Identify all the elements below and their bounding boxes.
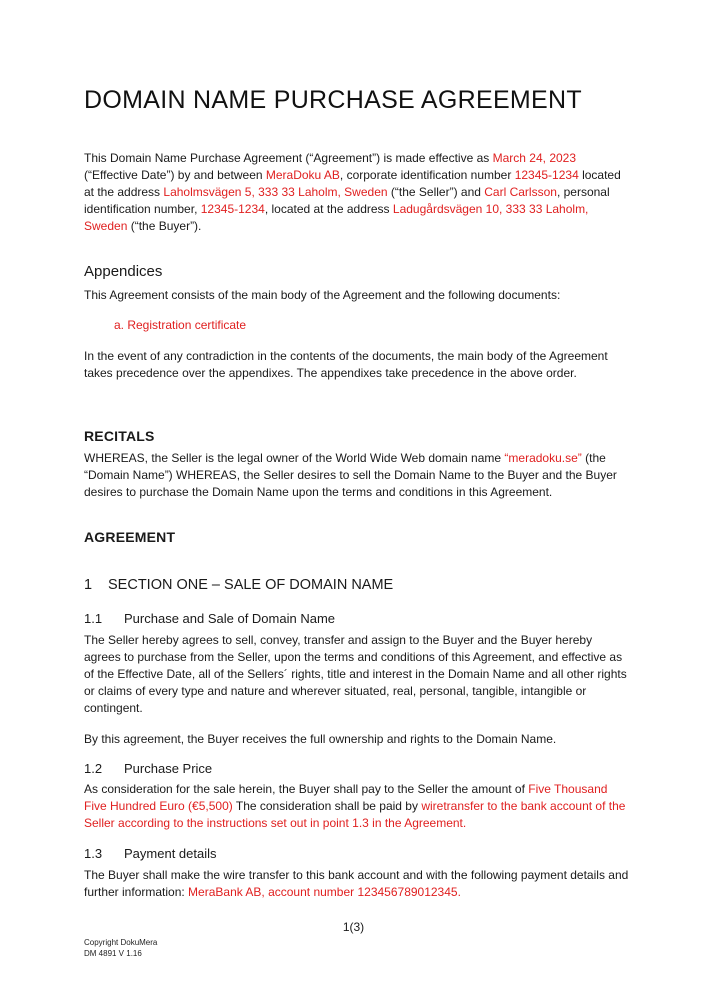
intro-paragraph	[84, 150, 629, 235]
subsection-1-3-heading	[84, 846, 217, 861]
recitals-heading: RECITALS	[84, 428, 155, 444]
price-text: As consideration for the sale herein, the Buyer shall pay to the Seller the amount of	[84, 782, 529, 796]
subsection-title: Payment details	[124, 846, 217, 861]
ownership-paragraph: By this agreement, the Buyer receives the full ownership and rights to the Domain Name.	[84, 732, 557, 746]
intro-text: , personal identification number,	[84, 185, 610, 216]
purchase-sale-paragraph: The Seller hereby agrees to sell, convey, transfer and assign to the Buyer and the Buyer hereby agrees to purchase from the Seller, upon the terms and conditions of this Agreement, and effective as of the Effective Date, all of the Sellers´ rights, title and interest in the Domain Name and all other rights or claims of every type and nature and wherever situated, real, personal, tangible, intangible or contingent.	[84, 633, 627, 715]
subsection-1-2-heading	[84, 761, 212, 776]
seller-id: 12345-1234	[514, 168, 579, 182]
payment-method: wiretransfer to the bank account of the Seller according to the instructions set out in point 1.3 in the Agreement.	[84, 799, 626, 830]
domain-name: “meradoku.se”	[504, 451, 582, 465]
purchase-price-paragraph	[84, 781, 629, 832]
payment-text: The Buyer shall make the wire transfer to this bank account and with the following payment details and further information:	[84, 868, 629, 899]
recitals-paragraph	[84, 450, 629, 501]
subsection-title: Purchase Price	[124, 761, 213, 776]
intro-text: (“Effective Date”) by and between	[84, 168, 266, 182]
subsection-number: 1.2	[84, 761, 103, 776]
footer-copyright: Copyright DokuMera	[84, 938, 158, 947]
buyer-id: 12345-1234	[200, 202, 265, 216]
price-text: The consideration shall be paid by	[232, 799, 422, 813]
section-number: 1	[84, 577, 93, 593]
intro-text: (“the Buyer”).	[127, 219, 202, 233]
section-1-heading	[84, 577, 393, 593]
footer-doc-id: DM 4891 V 1.16	[84, 949, 142, 958]
intro-text: This Domain Name Purchase Agreement (“Agreement”) is made effective as	[84, 151, 493, 165]
agreement-heading: AGREEMENT	[84, 529, 176, 545]
recitals-text: (the “Domain Name”) WHEREAS, the Seller desires to sell the Domain Name to the Buyer and the Buyer desires to purchase the Domain Name upon the terms and conditions in this Agreement.	[84, 451, 617, 499]
intro-text: located at the address	[84, 168, 621, 199]
payment-details-paragraph	[84, 867, 629, 901]
subsection-title: Purchase and Sale of Domain Name	[124, 611, 336, 626]
intro-text: , located at the address	[264, 202, 393, 216]
buyer-name: Carl Carlsson	[484, 185, 557, 199]
section-title: SECTION ONE – SALE OF DOMAIN NAME	[108, 577, 394, 593]
subsection-number: 1.1	[84, 611, 103, 626]
intro-text: , corporate identification number	[339, 168, 515, 182]
appendices-heading: Appendices	[84, 263, 163, 280]
effective-date: March 24, 2023	[492, 151, 577, 165]
appendix-item: a. Registration certificate	[114, 318, 247, 332]
buyer-address: Ladugårdsvägen 10, 333 33 Laholm, Sweden	[84, 202, 589, 233]
intro-text: (“the Seller”) and	[387, 185, 485, 199]
price-amount: Five Thousand Five Hundred Euro (€5,500)	[84, 782, 608, 813]
document-title: DOMAIN NAME PURCHASE AGREEMENT	[84, 86, 582, 114]
seller-name: MeraDoku AB	[265, 168, 340, 182]
bank-details: MeraBank AB, account number 123456789012345.	[188, 885, 461, 899]
appendices-text: This Agreement consists of the main body of the Agreement and the following documents:	[84, 288, 561, 302]
precedence-paragraph: In the event of any contradiction in the contents of the documents, the main body of the Agreement takes precedence over the appendixes. The appendixes take precedence in the above order.	[84, 349, 608, 380]
recitals-text: WHEREAS, the Seller is the legal owner of the World Wide Web domain name	[84, 451, 505, 465]
subsection-number: 1.3	[84, 846, 103, 861]
seller-address: Laholmsvägen 5, 333 33 Laholm, Sweden	[163, 185, 388, 199]
subsection-1-1-heading	[84, 611, 335, 626]
page-number: 1(3)	[342, 920, 365, 934]
